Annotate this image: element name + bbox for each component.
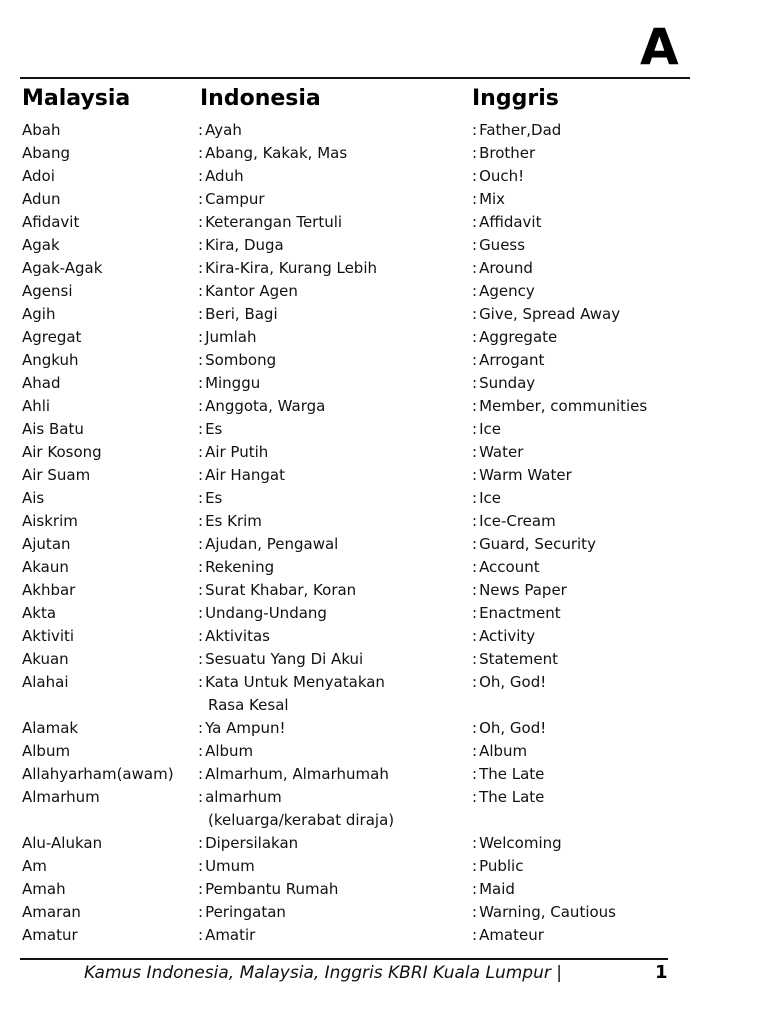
inggris-text: Ice (479, 489, 501, 507)
dictionary-entry (0, 119, 768, 142)
indonesia-text-continued: Rasa Kesal (208, 696, 289, 714)
malaysia-word: Akhbar (22, 581, 76, 599)
indonesia-translation (198, 763, 468, 786)
inggris-text: Ice-Cream (479, 512, 556, 530)
inggris-text: Amateur (479, 926, 544, 944)
inggris-text: Activity (479, 627, 536, 645)
inggris-translation (472, 717, 546, 740)
malaysia-word: Agih (22, 305, 56, 323)
indonesia-translation (198, 832, 468, 855)
indonesia-translation (198, 257, 468, 280)
dictionary-entry (0, 395, 768, 418)
dictionary-entry (0, 165, 768, 188)
indonesia-text: Keterangan Tertuli (205, 213, 343, 231)
inggris-text: Warning, Cautious (479, 903, 616, 921)
inggris-translation (472, 671, 546, 694)
malaysia-word: Album (22, 742, 71, 760)
separator: : (198, 880, 204, 898)
indonesia-translation (198, 211, 468, 234)
inggris-translation (472, 257, 533, 280)
separator: : (198, 604, 204, 622)
inggris-text: Water (479, 443, 524, 461)
malaysia-word: Alahai (22, 673, 69, 691)
separator: : (472, 213, 478, 231)
dictionary-entry (0, 648, 768, 671)
dictionary-entry (0, 142, 768, 165)
indonesia-text: Almarhum, Almarhumah (205, 765, 389, 783)
dictionary-entry (0, 188, 768, 211)
malaysia-word: Amah (22, 880, 66, 898)
inggris-text: Public (479, 857, 524, 875)
indonesia-translation (198, 533, 468, 556)
indonesia-translation (198, 671, 468, 717)
dictionary-entry (0, 855, 768, 878)
separator: : (472, 282, 478, 300)
separator: : (198, 558, 204, 576)
separator: : (472, 650, 478, 668)
indonesia-text: Es (205, 420, 223, 438)
inggris-translation (472, 602, 561, 625)
separator: : (198, 857, 204, 875)
malaysia-word: Akta (22, 604, 57, 622)
indonesia-translation (198, 188, 468, 211)
malaysia-word: Adoi (22, 167, 55, 185)
dictionary-entry (0, 349, 768, 372)
indonesia-text: Kata Untuk Menyatakan (205, 673, 385, 691)
inggris-text: Maid (479, 880, 515, 898)
separator: : (472, 144, 478, 162)
inggris-translation (472, 165, 524, 188)
separator: : (198, 581, 204, 599)
indonesia-translation (198, 372, 468, 395)
indonesia-translation (198, 326, 468, 349)
indonesia-text: Minggu (205, 374, 261, 392)
dictionary-entry (0, 878, 768, 901)
separator: : (198, 650, 204, 668)
separator: : (472, 328, 478, 346)
separator: : (198, 397, 204, 415)
inggris-text: News Paper (479, 581, 567, 599)
indonesia-text: Kantor Agen (205, 282, 298, 300)
malaysia-word: Alu-Alukan (22, 834, 103, 852)
indonesia-translation (198, 625, 468, 648)
separator: : (198, 121, 204, 139)
indonesia-text: Kira, Duga (205, 236, 284, 254)
footer-divider: | (556, 963, 562, 983)
indonesia-translation (198, 878, 468, 901)
inggris-translation (472, 763, 544, 786)
inggris-text: Warm Water (479, 466, 572, 484)
separator: : (472, 926, 478, 944)
indonesia-text: Ya Ampun! (205, 719, 286, 737)
indonesia-text: Undang-Undang (205, 604, 327, 622)
inggris-text: Brother (479, 144, 536, 162)
separator: : (198, 512, 204, 530)
inggris-text: Account (479, 558, 540, 576)
malaysia-word: Alamak (22, 719, 79, 737)
inggris-text: Member, communities (479, 397, 648, 415)
inggris-translation (472, 648, 558, 671)
inggris-translation (472, 280, 535, 303)
separator: : (198, 305, 204, 323)
dictionary-entry (0, 510, 768, 533)
separator: : (198, 673, 204, 691)
separator: : (198, 627, 204, 645)
malaysia-word: Agensi (22, 282, 73, 300)
indonesia-translation (198, 142, 468, 165)
malaysia-word: Abang (22, 144, 71, 162)
indonesia-text: Beri, Bagi (205, 305, 278, 323)
separator: : (198, 765, 204, 783)
inggris-translation (472, 464, 572, 487)
indonesia-text: Es Krim (205, 512, 262, 530)
inggris-translation (472, 510, 556, 533)
inggris-translation (472, 533, 596, 556)
indonesia-text-continued: (keluarga/kerabat diraja) (208, 811, 395, 829)
dictionary-entry (0, 303, 768, 326)
inggris-translation (472, 441, 523, 464)
inggris-translation (472, 924, 544, 947)
separator: : (198, 328, 204, 346)
separator: : (472, 604, 478, 622)
malaysia-word: Afidavit (22, 213, 80, 231)
indonesia-text: almarhum (205, 788, 282, 806)
separator: : (472, 857, 478, 875)
dictionary-entry (0, 832, 768, 855)
malaysia-word: Ahad (22, 374, 61, 392)
separator: : (472, 880, 478, 898)
indonesia-text: Peringatan (205, 903, 286, 921)
indonesia-text: Aduh (205, 167, 244, 185)
indonesia-text: Amatir (205, 926, 256, 944)
separator: : (472, 466, 478, 484)
inggris-translation (472, 395, 647, 418)
dictionary-entry (0, 372, 768, 395)
inggris-text: The Late (479, 765, 545, 783)
footer-title-text: Kamus Indonesia, Malaysia, Inggris KBRI Kuala Lumpur (84, 963, 551, 983)
top-divider (20, 77, 690, 79)
separator: : (472, 558, 478, 576)
inggris-translation (472, 579, 567, 602)
inggris-translation (472, 349, 544, 372)
dictionary-entry (0, 234, 768, 257)
indonesia-translation (198, 280, 468, 303)
dictionary-entry (0, 533, 768, 556)
malaysia-word: Angkuh (22, 351, 79, 369)
separator: : (198, 903, 204, 921)
separator: : (472, 420, 478, 438)
malaysia-word: Ahli (22, 397, 51, 415)
indonesia-translation (198, 119, 468, 142)
indonesia-translation (198, 349, 468, 372)
separator: : (198, 167, 204, 185)
dictionary-entry (0, 579, 768, 602)
inggris-text: Guard, Security (479, 535, 596, 553)
dictionary-entry (0, 740, 768, 763)
separator: : (198, 236, 204, 254)
header-malaysia: Malaysia (22, 86, 131, 111)
separator: : (472, 788, 478, 806)
inggris-text: Around (479, 259, 533, 277)
inggris-text: Ouch! (479, 167, 525, 185)
separator: : (198, 420, 204, 438)
inggris-text: Sunday (479, 374, 536, 392)
separator: : (472, 443, 478, 461)
inggris-text: Guess (479, 236, 526, 254)
dictionary-entry (0, 786, 768, 832)
inggris-translation (472, 119, 561, 142)
separator: : (472, 374, 478, 392)
malaysia-word: Ais Batu (22, 420, 84, 438)
separator: : (472, 397, 478, 415)
dictionary-entry (0, 671, 768, 717)
malaysia-word: Air Suam (22, 466, 91, 484)
malaysia-word: Ais (22, 489, 45, 507)
inggris-translation (472, 234, 525, 257)
malaysia-word: Amatur (22, 926, 78, 944)
indonesia-translation (198, 418, 468, 441)
separator: : (472, 190, 478, 208)
indonesia-text: Air Putih (205, 443, 269, 461)
indonesia-text: Abang, Kakak, Mas (205, 144, 348, 162)
indonesia-text: Rekening (205, 558, 275, 576)
separator: : (198, 374, 204, 392)
indonesia-translation (198, 556, 468, 579)
inggris-translation (472, 211, 541, 234)
indonesia-translation (198, 786, 468, 832)
dictionary-entry (0, 326, 768, 349)
indonesia-text: Ayah (205, 121, 242, 139)
separator: : (198, 926, 204, 944)
inggris-text: Album (479, 742, 528, 760)
indonesia-translation (198, 510, 468, 533)
header-inggris: Inggris (472, 86, 559, 111)
inggris-translation (472, 142, 535, 165)
dictionary-entry (0, 441, 768, 464)
indonesia-text: Umum (205, 857, 255, 875)
separator: : (198, 443, 204, 461)
separator: : (198, 719, 204, 737)
malaysia-word: Agak-Agak (22, 259, 103, 277)
indonesia-text: Surat Khabar, Koran (205, 581, 357, 599)
separator: : (472, 489, 478, 507)
inggris-text: Enactment (479, 604, 561, 622)
indonesia-text: Anggota, Warga (205, 397, 326, 415)
indonesia-translation (198, 901, 468, 924)
malaysia-word: Abah (22, 121, 61, 139)
separator: : (472, 627, 478, 645)
separator: : (472, 512, 478, 530)
indonesia-translation (198, 924, 468, 947)
indonesia-translation (198, 441, 468, 464)
malaysia-word: Agregat (22, 328, 82, 346)
indonesia-translation (198, 602, 468, 625)
indonesia-translation (198, 579, 468, 602)
malaysia-word: Am (22, 857, 47, 875)
dictionary-entry (0, 280, 768, 303)
inggris-text: Father,Dad (479, 121, 562, 139)
dictionary-entry (0, 901, 768, 924)
bottom-divider (20, 958, 668, 960)
inggris-translation (472, 855, 523, 878)
indonesia-translation (198, 165, 468, 188)
separator: : (472, 903, 478, 921)
separator: : (198, 144, 204, 162)
separator: : (472, 742, 478, 760)
dictionary-entry (0, 418, 768, 441)
inggris-text: Agency (479, 282, 535, 300)
footer-title (84, 963, 562, 983)
inggris-text: Ice (479, 420, 501, 438)
separator: : (472, 121, 478, 139)
malaysia-word: Allahyarham(awam) (22, 765, 174, 783)
dictionary-entry (0, 924, 768, 947)
malaysia-word: Aktiviti (22, 627, 75, 645)
separator: : (472, 351, 478, 369)
dictionary-entries (0, 119, 768, 947)
separator: : (198, 213, 204, 231)
inggris-translation (472, 487, 501, 510)
indonesia-translation (198, 234, 468, 257)
indonesia-text: Dipersilakan (205, 834, 299, 852)
indonesia-translation (198, 395, 468, 418)
separator: : (472, 535, 478, 553)
indonesia-text: Campur (205, 190, 265, 208)
inggris-text: Statement (479, 650, 558, 668)
indonesia-translation (198, 855, 468, 878)
inggris-text: Oh, God! (479, 719, 547, 737)
separator: : (472, 167, 478, 185)
header-indonesia: Indonesia (200, 86, 321, 111)
dictionary-entry (0, 211, 768, 234)
separator: : (198, 788, 204, 806)
separator: : (198, 535, 204, 553)
dictionary-entry (0, 487, 768, 510)
malaysia-word: Akuan (22, 650, 69, 668)
indonesia-translation (198, 740, 468, 763)
inggris-text: Give, Spread Away (479, 305, 621, 323)
indonesia-translation (198, 303, 468, 326)
dictionary-entry (0, 257, 768, 280)
indonesia-translation (198, 717, 468, 740)
inggris-translation (472, 740, 527, 763)
indonesia-text: Kira-Kira, Kurang Lebih (205, 259, 378, 277)
malaysia-word: Air Kosong (22, 443, 102, 461)
indonesia-translation (198, 648, 468, 671)
separator: : (198, 466, 204, 484)
malaysia-word: Almarhum (22, 788, 100, 806)
inggris-translation (472, 372, 535, 395)
separator: : (198, 489, 204, 507)
separator: : (198, 351, 204, 369)
indonesia-text: Es (205, 489, 223, 507)
inggris-text: The Late (479, 788, 545, 806)
inggris-translation (472, 418, 501, 441)
indonesia-text: Sombong (205, 351, 277, 369)
inggris-translation (472, 786, 544, 809)
indonesia-translation (198, 464, 468, 487)
separator: : (472, 834, 478, 852)
section-letter: A (640, 18, 679, 76)
indonesia-text: Ajudan, Pengawal (205, 535, 339, 553)
dictionary-entry (0, 602, 768, 625)
malaysia-word: Ajutan (22, 535, 71, 553)
malaysia-word: Amaran (22, 903, 81, 921)
dictionary-entry (0, 763, 768, 786)
malaysia-word: Adun (22, 190, 61, 208)
malaysia-word: Agak (22, 236, 60, 254)
dictionary-entry (0, 717, 768, 740)
inggris-text: Affidavit (479, 213, 542, 231)
separator: : (198, 834, 204, 852)
inggris-text: Mix (479, 190, 506, 208)
separator: : (472, 259, 478, 277)
dictionary-entry (0, 625, 768, 648)
separator: : (472, 581, 478, 599)
inggris-translation (472, 832, 562, 855)
indonesia-text: Aktivitas (205, 627, 270, 645)
page-number: 1 (655, 962, 668, 983)
separator: : (472, 719, 478, 737)
separator: : (472, 673, 478, 691)
separator: : (198, 742, 204, 760)
indonesia-text: Sesuatu Yang Di Akui (205, 650, 364, 668)
separator: : (198, 282, 204, 300)
separator: : (198, 259, 204, 277)
inggris-text: Arrogant (479, 351, 545, 369)
inggris-translation (472, 625, 535, 648)
indonesia-text: Jumlah (205, 328, 257, 346)
inggris-translation (472, 188, 505, 211)
indonesia-text: Air Hangat (205, 466, 285, 484)
malaysia-word: Akaun (22, 558, 69, 576)
inggris-translation (472, 878, 515, 901)
separator: : (198, 190, 204, 208)
inggris-translation (472, 326, 557, 349)
indonesia-text: Album (205, 742, 254, 760)
separator: : (472, 765, 478, 783)
indonesia-text: Pembantu Rumah (205, 880, 339, 898)
dictionary-entry (0, 556, 768, 579)
inggris-translation (472, 303, 620, 326)
indonesia-translation (198, 487, 468, 510)
inggris-text: Welcoming (479, 834, 562, 852)
separator: : (472, 236, 478, 254)
inggris-translation (472, 901, 616, 924)
inggris-translation (472, 556, 540, 579)
inggris-text: Oh, God! (479, 673, 547, 691)
separator: : (472, 305, 478, 323)
dictionary-entry (0, 464, 768, 487)
inggris-text: Aggregate (479, 328, 558, 346)
malaysia-word: Aiskrim (22, 512, 78, 530)
